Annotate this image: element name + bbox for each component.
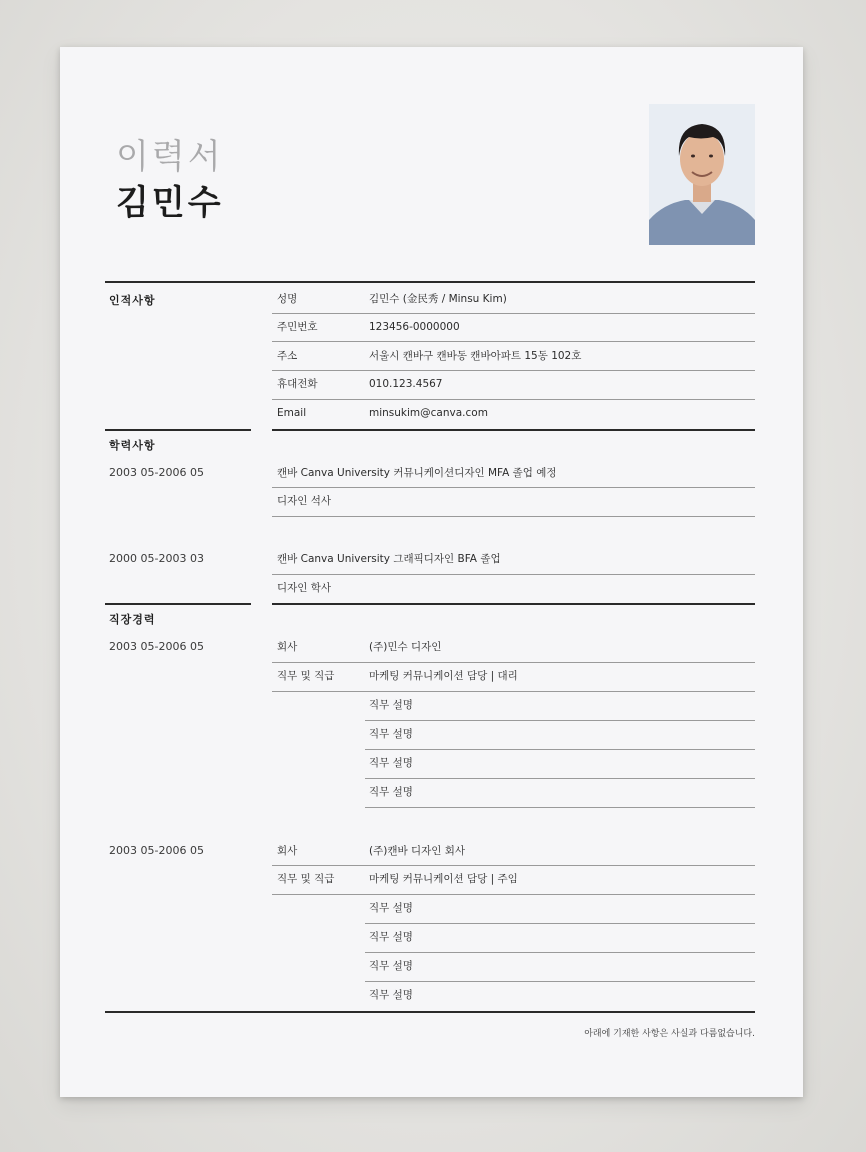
education-period: 2000 05-2003 03: [109, 552, 204, 565]
education-degree: 디자인 석사: [277, 495, 332, 507]
section-divider: [272, 603, 755, 605]
career-period: 2003 05-2006 05: [109, 640, 204, 653]
education-school: 캔바 Canva University 커뮤니케이션디자인 MFA 졸업 예정: [277, 467, 557, 479]
career-period: 2003 05-2006 05: [109, 844, 204, 857]
row-divider: [272, 691, 755, 692]
section-divider: [105, 1011, 755, 1013]
row-divider: [272, 313, 755, 314]
row-divider: [272, 574, 755, 575]
applicant-name: 김민수: [116, 183, 224, 223]
row-divider: [272, 399, 755, 400]
company-label: 회사: [277, 641, 298, 653]
duty-description: 직무 설명: [369, 728, 413, 740]
education-school: 캔바 Canva University 그래픽디자인 BFA 졸업: [277, 553, 501, 565]
role-value: 마케팅 커뮤니케이션 담당 | 주임: [369, 873, 518, 885]
row-divider: [272, 894, 755, 895]
field-label: 휴대전화: [277, 378, 318, 390]
row-divider: [365, 778, 755, 779]
profile-photo: [649, 104, 755, 245]
duty-description: 직무 설명: [369, 699, 413, 711]
row-divider: [365, 720, 755, 721]
row-divider: [272, 662, 755, 663]
row-divider: [272, 370, 755, 371]
education-period: 2003 05-2006 05: [109, 466, 204, 479]
row-divider: [272, 487, 755, 488]
section-divider: [105, 429, 251, 431]
section-heading-career: 직장경력: [109, 613, 156, 626]
role-label: 직무 및 직급: [277, 670, 335, 682]
row-divider: [365, 952, 755, 953]
section-heading-personal: 인적사항: [109, 294, 156, 307]
field-label: 주소: [277, 350, 298, 362]
company-label: 회사: [277, 845, 298, 857]
role-label: 직무 및 직급: [277, 873, 335, 885]
section-divider: [105, 281, 755, 283]
field-value: 김민수 (金民秀 / Minsu Kim): [369, 293, 507, 305]
row-divider: [272, 516, 755, 517]
duty-description: 직무 설명: [369, 786, 413, 798]
row-divider: [365, 981, 755, 982]
section-divider: [272, 429, 755, 431]
company-name: (주)캔바 디자인 회사: [369, 845, 466, 857]
duty-description: 직무 설명: [369, 902, 413, 914]
duty-description: 직무 설명: [369, 931, 413, 943]
row-divider: [272, 341, 755, 342]
field-value: 010.123.4567: [369, 378, 443, 390]
duty-description: 직무 설명: [369, 757, 413, 769]
declaration-statement: 아래에 기재한 사항은 사실과 다름없습니다.: [584, 1029, 755, 1039]
field-value: 서울시 캔바구 캔바동 캔바아파트 15동 102호: [369, 350, 582, 362]
section-heading-education: 학력사항: [109, 439, 156, 452]
field-value: minsukim@canva.com: [369, 407, 488, 419]
row-divider: [365, 923, 755, 924]
education-degree: 디자인 학사: [277, 582, 332, 594]
row-divider: [272, 865, 755, 866]
company-name: (주)민수 디자인: [369, 641, 442, 653]
duty-description: 직무 설명: [369, 989, 413, 1001]
resume-page: [60, 47, 803, 1097]
field-label: Email: [277, 407, 307, 419]
field-label: 성명: [277, 293, 298, 305]
role-value: 마케팅 커뮤니케이션 담당 | 대리: [369, 670, 518, 682]
document-title: 이력서: [116, 137, 224, 177]
row-divider: [365, 749, 755, 750]
row-divider: [365, 807, 755, 808]
field-value: 123456-0000000: [369, 321, 460, 333]
duty-description: 직무 설명: [369, 960, 413, 972]
section-divider: [105, 603, 251, 605]
field-label: 주민번호: [277, 321, 318, 333]
